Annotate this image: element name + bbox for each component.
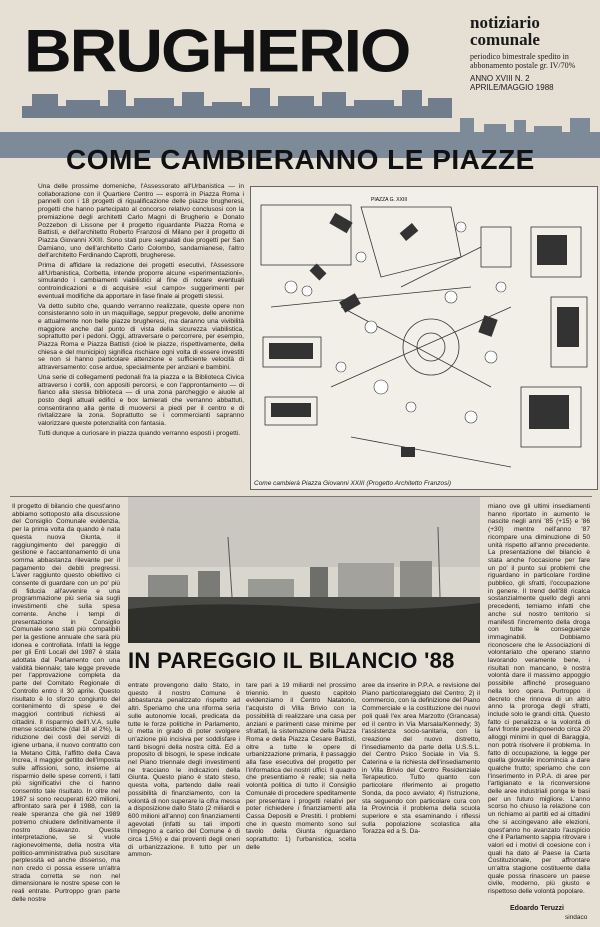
- masthead-title: BRUGHERIO: [24, 16, 410, 85]
- article-piazze-text: [38, 183, 244, 488]
- plan-label: PIAZZA G. XXIII: [371, 197, 408, 203]
- paragraph: Una delle prossime domeniche, l'Assessorato all'Urbanistica — in collaborazione con il Quartiere Centro — esporrà in Piazza Roma i pannelli con i 18 progetti di riqualificazione delle piazze brugheresi, progetti che hanno partecipato al concorso relativo conclusosi con la premiazione degli architetti Carlo Magni di Brugherio e Donato Pozzebon di Lissone per il progetto riguardante Piazza Roma e Battisti, e dell'architetto Roberto Franzosi di Milano per il progetto di Piazza Giovanni XXIII. Sono stati pure segnalati due progetti per San Damiano, uno dell'architetto Carlo Colombo, sandamianese, l'altro dell'architetto Ferdinando Caprotti, brugherese.: [38, 183, 244, 260]
- paragraph: Una serie di collegamenti pedonali fra la piazza e la Biblioteca Civica attraverso i cortili, con appositi percorsi, e con l'approntamento — di fianco alla stessa biblioteca — di una zona parcheggio e aiuole al posto degli attuali edifici e box lamierati che verranno abbattuti, consentiranno alla gente di muoversi a piedi per il centro e di rivitalizzare la zona. Soprattutto se i commercianti sapranno valorizzare queste potenzialità con fantasia.: [38, 373, 244, 428]
- bilancio-column-c: aree da inserire in P.P.A. e revisione del Piano particolareggiato del Centro; 2) il commercio, con la definizione del Piano Commerciale e la costituzione dei nuovi poli quali l'ex area Marzotto (Grancasa) ed il centro in Via Marsala/Kennedy; 3) l'assistenza socio-sanitaria, con la creazione del nuovo distretto, l'insediamento da parte della U.S.S.L. del Centro Psico Sociale in Via S. Caterina e la richiesta dell'insediamento in Villa Brivio del Centro Residenziale Terapeutico. Tutto quanto con particolare riferimento ai progetto Sonda, da poco avviato; 4) l'istruzione, sta seguendo con particolare cura con la Provincia il problema della scuola superiore e sta esaminando i riflessi sulla popolazione scolastica alla Torazza ed a S. Da-: [362, 682, 480, 836]
- paragraph: Tutti dunque a curiosare in piazza quando verranno esposti i progetti.: [38, 429, 241, 437]
- headline-piazze: COME CAMBIERANNO LE PIAZZE: [66, 144, 535, 175]
- issue-date: APRILE/MAGGIO 1988: [470, 83, 554, 92]
- bilancio-column-b: tare pari a 19 miliardi nel prossimo triennio. In questo capitolo evidenziamo il Centro Natatorio, l'acquisto di Villa Brivio con la possibilità di realizzare una casa per anziani e parimenti case minime per sfrattati, la sistemazione della Piazza Roma e della Piazza Cesare Battisti, oltre a tutte le opere di urbanizzazione primaria, il passaggio alla fase esecutiva del progetto per l'informatica dei nostri uffici. Il quadro che presentiamo è reale; sia nella volontà politica di tutto il Consiglio Comunale di procedere speditamente per presentare i progetti relativi per poter richiedere i finanziamenti alla Cassa Depositi e Prestiti. I problemi che in questo momento sono sul tavolo della Giunta riguardano soprattutto: 1) l'urbanistica, scelta delle: [246, 682, 356, 851]
- paragraph: Prima di affidare la redazione dei progetti esecutivi, l'Assessore all'Urbanistica, Corbetta, intende proporre alcune «sperimentazioni», simulando i cambiamenti viabilistici al fine di notare eventuali controindicazioni e di acquisire «sul campo» suggerimenti per eventuali modifiche da apportare in fase finale ai progetti stessi.: [38, 262, 244, 300]
- bilancio-left-column: Il progetto di bilancio che quest'anno abbiamo sottoposto alla discussione del Consiglio Comunale evidenzia, per la prima volta da quando è nata questa nuova Giunta, il raggiungimento del pareggio di gestione e l'accantonamento di una somma abbastanza rilevante per il pagamento dei debiti pregressi. L'aver raggiunto questo obiettivo ci consente di guardare con un po' più di fiducia all'avvenire e una programmazione più seria sia sugli investimenti che sulla spesa corrente. Anche i tempi di presentazione in Consiglio Comunale sono stati più compatibili per la gestione annuale che sarà più idonea e controllata. Infatti la legge per gli Enti Locali del 1987 è stata adottata dal Parlamento con una validità biennale; tale legge prevede per l'approvazione completa da parte del Comitato Regionale di Controllo entro il 30 aprile. Questo risultato è lo sforzo congiunto del contenimento di spese e dei maggiori contributi richiesti ai cittadini. Il risparmio dell'I.V.A. sulle mense scolastiche (dal 18 al 2%), la riduzione dei costi dei servizi di igiene urbana, il nuovo contratto con la Metano Città, l'affitto della Cava Increa, il maggior gettito dell'imposta sulle affissioni, sono, insieme al risparmio delle spese correnti, i fatti più significativi che ci hanno consentito tale risultato. In oltre nel 1987 si sono recuperati 620 milioni, affrontato sarà per il 1988, con la reale speranza che già nel 1989 potremo chiudere definitivamente il nostro disavanzo. Questa interpretazione, se si vuole ragionevolmente, della nostra vita politico-amministrativa può suscitare perplessità ed anche dissenso, ma non credo ci possa essere un'altra strada corretta se non nel dimensionare le nostre spese con le reali entrate. Purtroppo gran parte delle nostre: [12, 503, 120, 903]
- landscape-photo: [128, 497, 480, 643]
- plan-illustration: [251, 187, 597, 489]
- skyline-illustration: [22, 86, 452, 118]
- subtitle-line1: notiziario: [470, 13, 540, 32]
- bilancio-right-column: miano ove gli ultimi insediamenti hanno riportato in aumento le nascite negli anni '85 (+15) e '86 (+30) mentre nell'anno '87 ricompare una diminuzione di 50 unità rispetto all'anno precedente. La presentazione del bilancio è stata anche l'occasione per fare un po' il punto sui problemi che riguardano in particolare l'ordine pubblico, gli sfratti, l'occupazione in genere. Il trend dell'88 ricalca sostanzialmente quello degli anni precedenti, temiamo infatti che anche sul nostro territorio si manifesti l'incremento della droga con tutte le conseguenze immaginabili. Dobbiamo riconoscere che le Associazioni di volontariato che operano stanno lavorando veramente bene, i risultati non mancano, è nostra volontà dare il massimo appoggio possibile affinché proseguano nella loro opera. Purtroppo il decreto che rinnova di un altro anno la proroga degli sfratti, include solo le grandi città. Questo fatto ci penalizza e la volontà di farvi fronte predisponendo circa 20 alloggi minimi in quel di Baraggia, non potrà risolvere il problema. In fatto di occupazione, la legge per quella giovanile incomincia a dare qualche frutto; speriamo che con l'inserimento in P.P.A. di aree per l'artigianato e la riconversione delle aree industriali ponga le basi per un futuro migliore. L'anno scorso ho chiuso la relazione con un richiamo ai partiti ed ai cittadini che si accingevano alle elezioni, quest'anno ho avanzato l'auspicio che il Parlamento sappia ritrovare i valori ed i motivi di coesione con i quali ha dato al Paese la Carta Costituzionale, per affrontare un'altra stagione costituente dalla quale possa rinascere un paese civile, moderno, più giusto e rispettoso delle volontà popolare.: [488, 503, 590, 896]
- author-role: sindaco: [565, 914, 588, 921]
- issue-number: ANNO XVIII N. 2: [470, 74, 530, 83]
- author-signature: Edoardo Teruzzi: [510, 905, 564, 912]
- masthead-subtitle: [470, 14, 540, 48]
- postal-note: periodico bimestrale spedito in abbonamento postale gr. IV/70%: [470, 52, 576, 70]
- headline-bilancio: IN PAREGGIO IL BILANCIO '88: [128, 648, 455, 673]
- paragraph: Va detto subito che, quando verranno realizzate, queste opere non consisteranno solo in un maquillage, seppur pregevole, delle anonime e attualmente non belle piazze brugheresi, ma daranno una vivibilità maggiore anche dal punto di vista della sicurezza viabilistica, soprattutto per i pedoni. Oggi, attraversare o percorrere, per esempio, Piazza Roma e Piazza Battisti (cioè le piazze, rispettivamente, della chiesa e del municipio) significa rischiare ogni volta di essere investiti se non si hanno particolare attenzione e sufficiente velocità di attraversamento: cose ardue, specialmente per anziani e bambini.: [38, 302, 244, 372]
- plan-caption: Come cambierà Piazza Giovanni XXIII (Progetto Architetto Franzosi): [254, 480, 452, 487]
- subtitle-line2: comunale: [470, 30, 540, 49]
- issue-info: [470, 74, 554, 92]
- bilancio-column-a: entrate provengono dallo Stato, in questo il nostro Comune è abbastanza penalizzato rispetto ad altri. Speriamo che una riforma seria sulle autonomie locali, predicata da tutte le forze politiche in Parlamento, ci metta in grado di poter svolgere un'azione più incisiva per soddisfare i tanti bisogni della nostra città. Ed a proposito di bisogni, le spese indicate nel Piano triennale degli investimenti ne tracciano le indicazioni della Giunta. Questo piano è stato steso, questa volta, partendo dalle reali possibilità di finanziamento, con la volontà di non superare la cifra messa a disposizione dallo Stato (2 miliardi e 600 milioni all'anno) con finanziamenti agevolati (infatti su tali importi l'impegno a carico del Comune è di circa 1,5%) e dai proventi degli oneri di urbanizzazione. Il tutto per un ammon-: [128, 682, 240, 859]
- piazza-plan-drawing: [250, 186, 598, 490]
